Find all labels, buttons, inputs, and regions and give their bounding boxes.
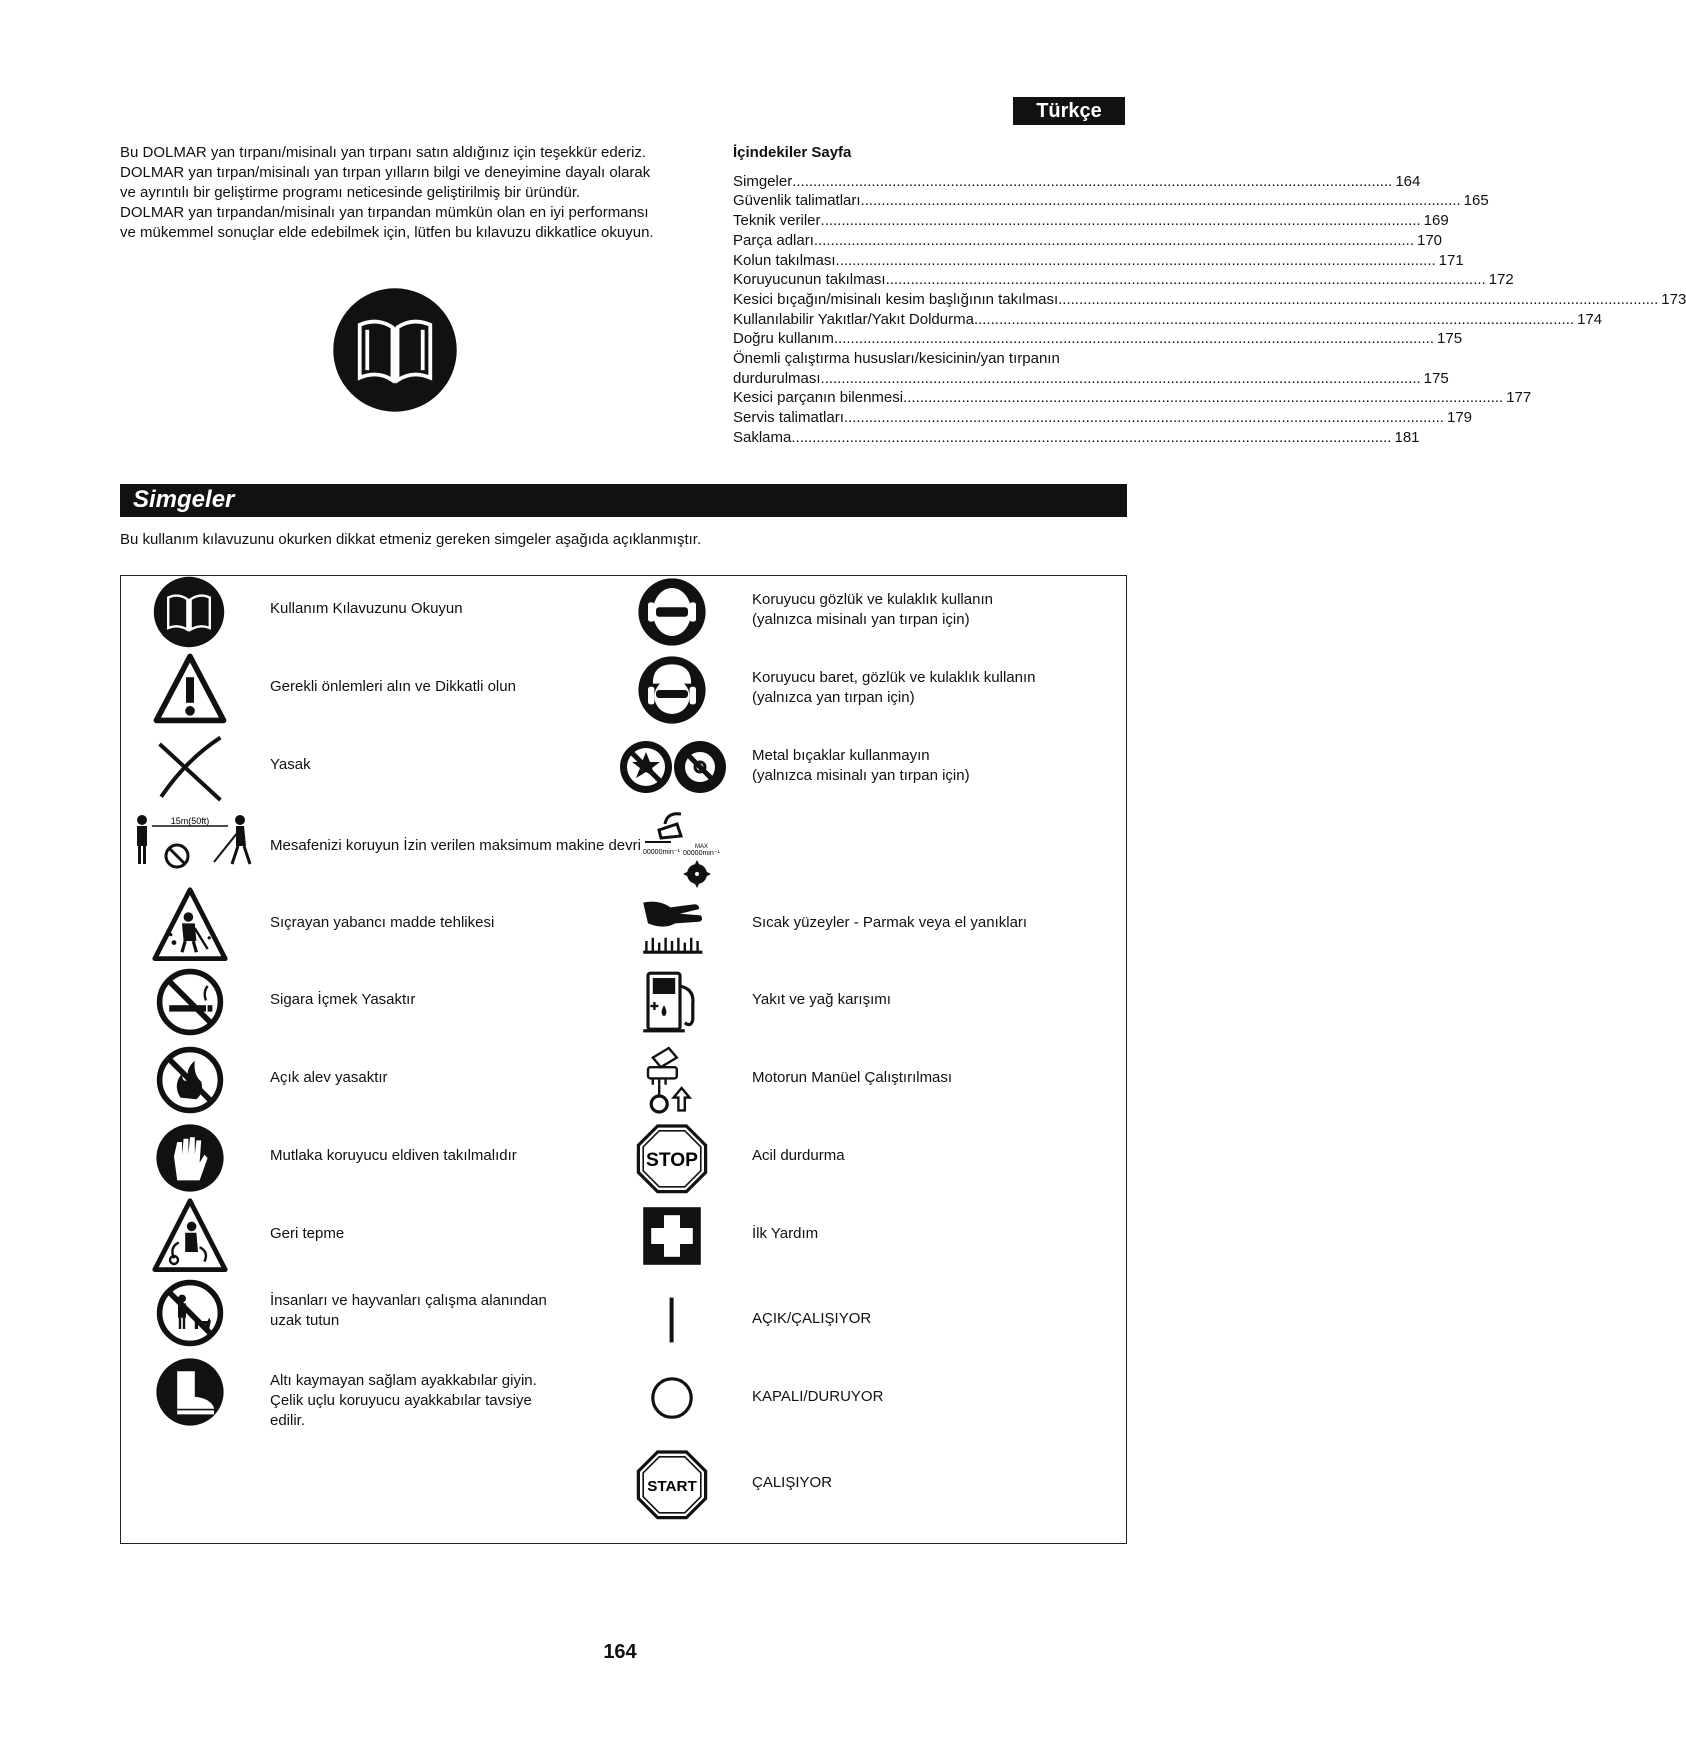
warning-icon [150,650,230,735]
symbol-label: Sigara İçmek Yasaktır [270,991,416,1008]
toc-row[interactable] [733,211,1449,231]
symbol-label-line: Çelik uçlu koruyucu ayakkabılar tavsiye [270,1392,532,1409]
symbol-label [270,1291,547,1331]
keep-away-people-animals-icon [150,1273,230,1358]
toc-row[interactable] [733,191,1489,211]
toc-label: Servis talimatları [733,409,844,427]
toc-row[interactable] [733,408,1473,428]
prohibited-cross-icon [150,728,230,813]
on-switch-icon [632,1280,712,1365]
toc-page: 165 [1463,192,1489,210]
symbol-label-line: Koruyucu gözlük ve kulaklık kullanın [752,591,993,608]
gloves-icon [150,1118,230,1203]
symbol-label-line: Metal bıçaklar kullanmayın [752,747,930,764]
symbol-label-line: edilir. [270,1412,306,1429]
no-open-flame-icon [150,1040,230,1125]
no-smoking-icon [150,962,230,1047]
toc-label: Parça adları [733,231,814,249]
page-number: 164 [603,1641,637,1663]
symbol-label: Yasak [270,756,311,773]
toc-page: 171 [1438,251,1464,269]
toc-row[interactable] [733,231,1443,251]
intro-line: Bu DOLMAR yan tırpanı/misinalı yan tırpanı satın aldığınız için teşekkür ederiz. [120,144,647,161]
symbol-label: Kullanım Kılavuzunu Okuyun [270,600,463,617]
symbol-label-line: Koruyucu baret, gözlük ve kulaklık kullanın [752,669,1036,686]
toc-page: 179 [1446,409,1473,427]
intro-line: DOLMAR yan tırpan/misinalı yan tırpan yılların bilgi ve deneyimine dayalı olarak [120,164,651,181]
section-title: Simgeler [133,486,235,513]
hot-surface-icon [632,885,712,970]
symbol-label-line: Altı kaymayan sağlam ayakkabılar giyin. [270,1372,537,1389]
keep-distance-icon [132,812,258,872]
no-metal-blades-icon [618,734,728,800]
toc-row[interactable] [733,251,1464,271]
helmet-goggles-ear-icon [632,650,712,735]
intro-line: DOLMAR yan tırpandan/misinalı yan tırpandan mümkün olan en iyi performansı [120,204,649,221]
symbol-label: ÇALIŞIYOR [752,1474,833,1491]
start-icon [632,1444,712,1529]
symbol-label: Sıçrayan yabancı madde tehlikesi [270,914,495,931]
symbol-label: Motorun Manüel Çalıştırılması [752,1069,953,1086]
toc-label: Kesici parçanın bilenmesi [733,389,904,407]
start-sign-text: START [647,1478,697,1496]
off-switch-icon [632,1358,712,1443]
symbol-label: Mutlaka koruyucu eldiven takılmalıdır [270,1147,517,1164]
toc-row[interactable] [733,388,1532,408]
toc-page: 164 [1395,172,1421,190]
toc-label: Kesici bıçağın/misinalı kesim başlığının takılması [733,290,1059,308]
distance-label: 15m(50ft) [170,816,210,826]
toc-label: Güvenlik talimatları [733,192,861,210]
symbol-label: Geri tepme [270,1225,345,1242]
max-label: MAX [695,844,709,850]
speed-label: 00000min⁻¹ [683,850,720,857]
section-subtitle: Bu kullanım kılavuzunu okurken dikkat etmeniz gereken simgeler aşağıda açıklanmıştır. [120,531,702,548]
symbol-label: İlk Yardım [752,1225,819,1242]
language-tab: Türkçe [1013,97,1125,125]
toc-label: Kolun takılması [733,251,836,269]
symbol-label [752,668,1035,708]
intro-line: ve mükemmel sonuçlar elde edebilmek için, lütfen bu kılavuzu dikkatlice okuyun. [120,224,654,241]
toc-row[interactable] [733,369,1449,389]
toc-row[interactable] [733,310,1603,330]
symbol-label: Acil durdurma [752,1147,845,1164]
intro-line: ve ayrıntılı bir geliştirme programı neticesinde geliştirilmiş bir üründür. [120,184,581,201]
kickback-icon [150,1196,230,1281]
toc-label: Doğru kullanım [733,330,834,348]
toc-page: 174 [1577,310,1603,328]
stop-sign-text: STOP [646,1150,698,1171]
symbol-label: Sıcak yüzeyler - Parmak veya el yanıkları [752,914,1028,931]
manual-start-icon [632,1040,712,1125]
toc-label: Saklama [733,428,792,446]
stop-sign-icon [632,1118,712,1203]
toc-page: 175 [1423,369,1449,387]
symbol-label: Gerekli önlemleri alın ve Dikkatli olun [270,678,516,695]
symbol-label: Açık alev yasaktır [270,1069,388,1086]
max-speed-icon [625,806,720,890]
section-header-bar [120,484,1127,517]
symbol-label [752,590,993,630]
toc-label: Teknik veriler [733,212,821,230]
table-of-contents [733,143,1686,448]
toc-page: 170 [1417,231,1443,249]
first-aid-icon [632,1196,712,1281]
symbol-label: Yakıt ve yağ karışımı [752,991,891,1008]
speed-label: 00000min⁻¹ [643,849,680,856]
toc-row[interactable] [733,290,1686,310]
toc-label: durdurulması [733,369,821,387]
toc-row[interactable] [733,172,1421,192]
symbol-label-line: İnsanları ve hayvanları çalışma alanından [270,1292,547,1309]
toc-row[interactable] [733,329,1463,349]
toc-page: 177 [1506,389,1532,407]
book-icon [332,287,458,413]
toc-page: 173 [1661,290,1686,308]
toc-title: İçindekiler Sayfa [733,144,852,161]
book-icon [149,572,229,657]
toc-page: 172 [1488,271,1514,289]
symbol-label-line: (yalnızca misinalı yan tırpan için) [752,767,970,784]
symbol-label-line: (yalnızca misinalı yan tırpan için) [752,611,970,628]
symbol-label: AÇIK/ÇALIŞIYOR [752,1310,872,1327]
fuel-oil-mix-icon [632,962,712,1047]
toc-page: 181 [1394,428,1420,446]
symbol-label: Mesafenizi koruyun İzin verilen maksimum makine devri [270,837,641,854]
toc-row[interactable] [733,270,1514,290]
safety-boots-icon [150,1352,230,1437]
toc-label: Simgeler [733,172,793,190]
toc-label: Kullanılabilir Yakıtlar/Yakıt Doldurma [733,310,974,328]
symbol-label-line: uzak tutun [270,1312,340,1329]
toc-page: 175 [1437,330,1463,348]
intro-text [120,143,690,243]
symbol-label-line: (yalnızca yan tırpan için) [752,689,915,706]
symbol-label [752,746,970,786]
toc-label: Koruyucunun takılması [733,271,886,289]
symbol-label [270,1371,537,1431]
toc-page: 169 [1423,212,1449,230]
toc-row[interactable] [733,428,1420,448]
symbol-label: KAPALI/DURUYOR [752,1388,884,1405]
goggles-ear-protection-icon [632,572,712,657]
toc-label-line: Önemli çalıştırma hususları/kesicinin/yan tırpanın [733,350,1060,368]
flying-objects-icon [150,885,230,970]
